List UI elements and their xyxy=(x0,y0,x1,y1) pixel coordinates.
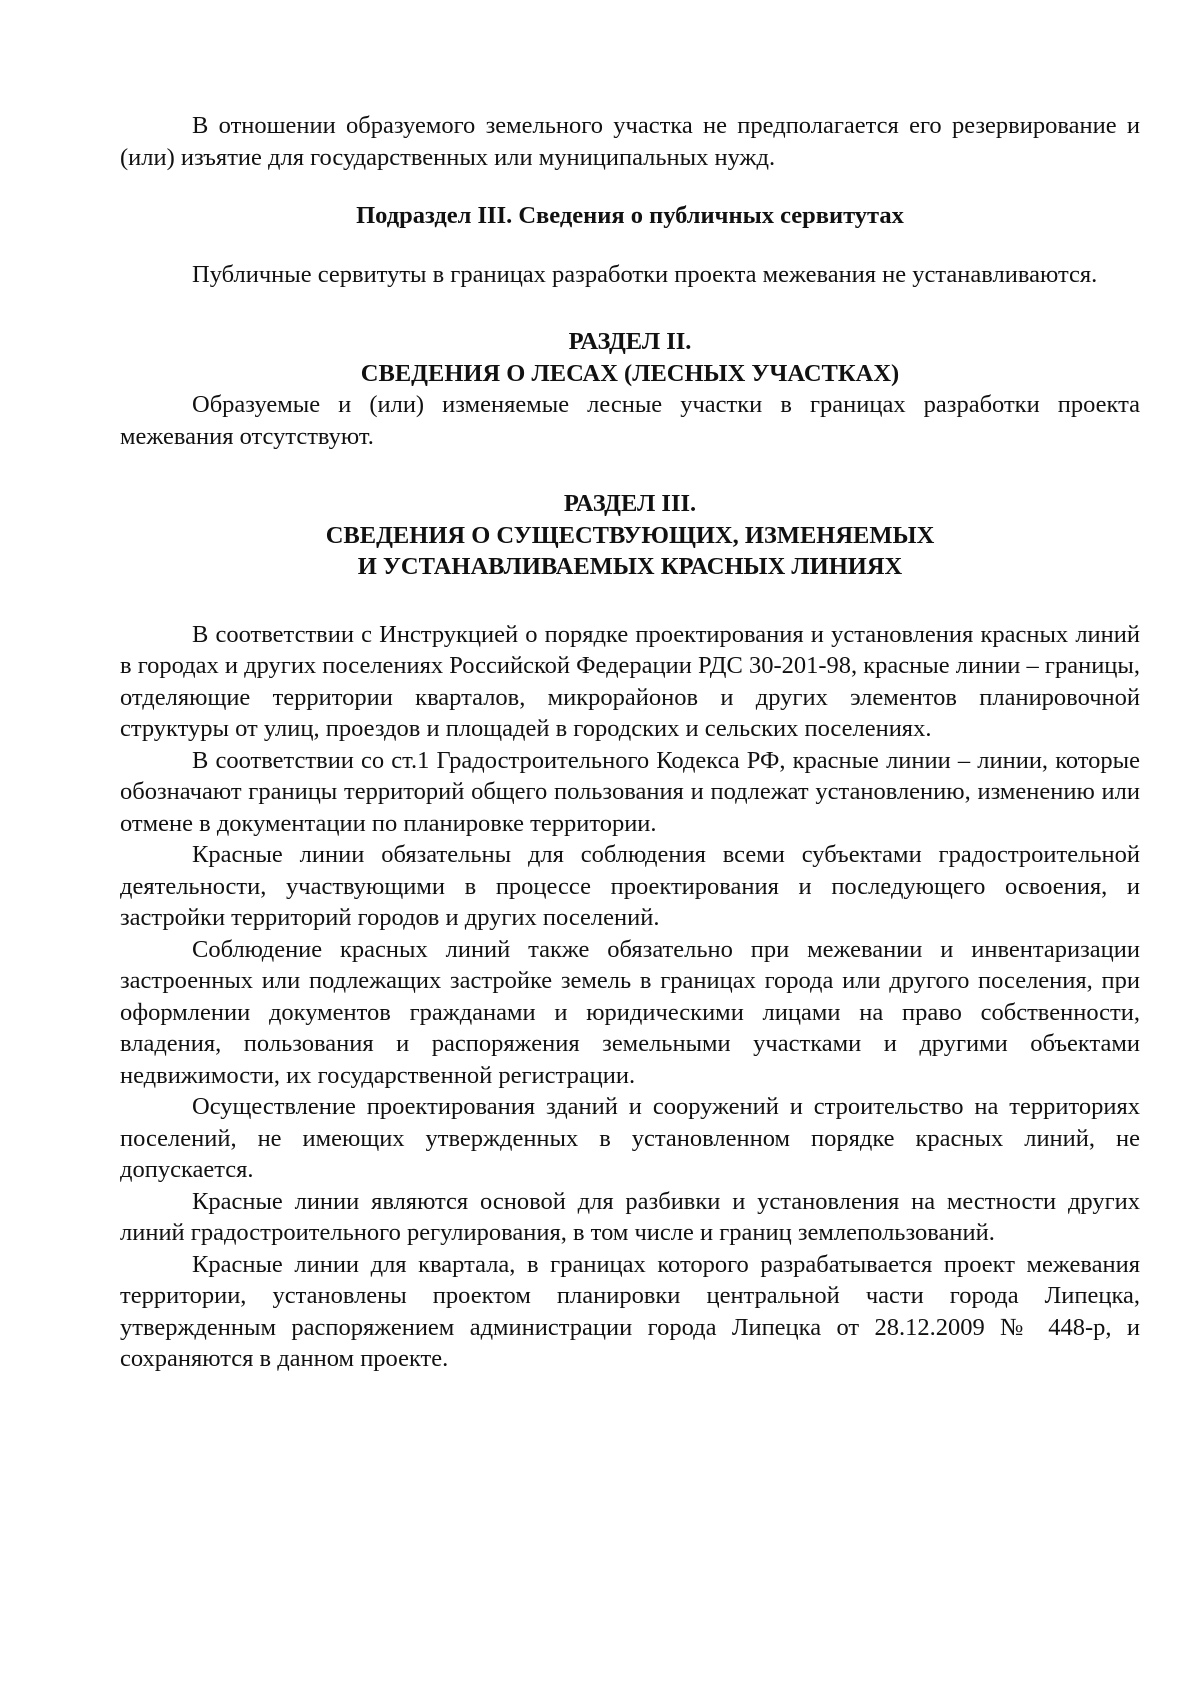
section-2-number: РАЗДЕЛ II. xyxy=(568,328,692,355)
section-3-number: РАЗДЕЛ III. xyxy=(563,490,697,517)
section-3-title-line2: И УСТАНАВЛИВАЕМЫХ КРАСНЫХ ЛИНИЯХ xyxy=(357,553,903,580)
section-3-title-line1: СВЕДЕНИЯ О СУЩЕСТВУЮЩИХ, ИЗМЕНЯЕМЫХ xyxy=(325,521,935,549)
section-2-heading xyxy=(120,326,1140,389)
section-3-paragraph: В соответствии со ст.1 Градостроительного Кодекса РФ, красные линии – линии, которые обозначают границы территорий общего пользования и подлежат установлению, изменению или отмене в документации по планировке территории. xyxy=(120,746,1140,837)
section-3-heading xyxy=(120,488,1140,583)
section-3-paragraph: Красные линии обязательны для соблюдения всеми субъектами градостроительной деятельности, участвующими в процессе проектирования и последующего освоения, и застройки территорий городов и других поселений. xyxy=(120,841,1140,931)
section-3-paragraph: Красные линии для квартала, в границах которого разрабатывается проект межевания территории, установлены проектом планировки центральной части города Липецка, утвержденным распоряжением администрации города Липецка от 28.12.2009 № 448-р, и сохраняются в данном проекте. xyxy=(120,1250,1140,1372)
intro-paragraph: В отношении образуемого земельного участка не предполагается его резервирование и (или) изъятие для государственных или муниципальных нужд. xyxy=(120,112,1140,171)
subsection-3-paragraph: Публичные сервитуты в границах разработки проекта межевания не устанавливаются. xyxy=(192,260,1098,288)
section-3-paragraph: В соответствии с Инструкцией о порядке проектирования и установления красных линий в городах и других поселениях Российской Федерации РДС 30-201-98, красные линии – границы, отделяющие территории кварталов, микрорайонов и других элементов планировочной структуры от улиц, проездов и площадей в городских и сельских поселениях. xyxy=(120,620,1141,742)
section-2-title: СВЕДЕНИЯ О ЛЕСАХ (ЛЕСНЫХ УЧАСТКАХ) xyxy=(360,359,900,387)
document-page xyxy=(120,110,1140,1375)
section-3-paragraph: Красные линии являются основой для разбивки и установления на местности других линий градостроительного регулирования, в том числе и границ землепользований. xyxy=(120,1187,1140,1246)
section-3-paragraph: Осуществление проектирования зданий и сооружений и строительство на территориях поселений, не имеющих утвержденных в установленном порядке красных линий, не допускается. xyxy=(120,1093,1140,1183)
subsection-3-title: Подраздел III. Сведения о публичных сервитутах xyxy=(356,202,904,229)
section-3-paragraph: Соблюдение красных линий также обязательно при межевании и инвентаризации застроенных или подлежащих застройке земель в границах города или другого поселения, при оформлении документов гражданами и юридическими лицами на право собственности, владения, пользования и распоряжения земельными участками и другими объектами недвижимости, их государственной регистрации. xyxy=(120,935,1140,1089)
section-2-paragraph: Образуемые и (или) изменяемые лесные участки в границах разработки проекта межевания отсутствуют. xyxy=(120,391,1140,450)
